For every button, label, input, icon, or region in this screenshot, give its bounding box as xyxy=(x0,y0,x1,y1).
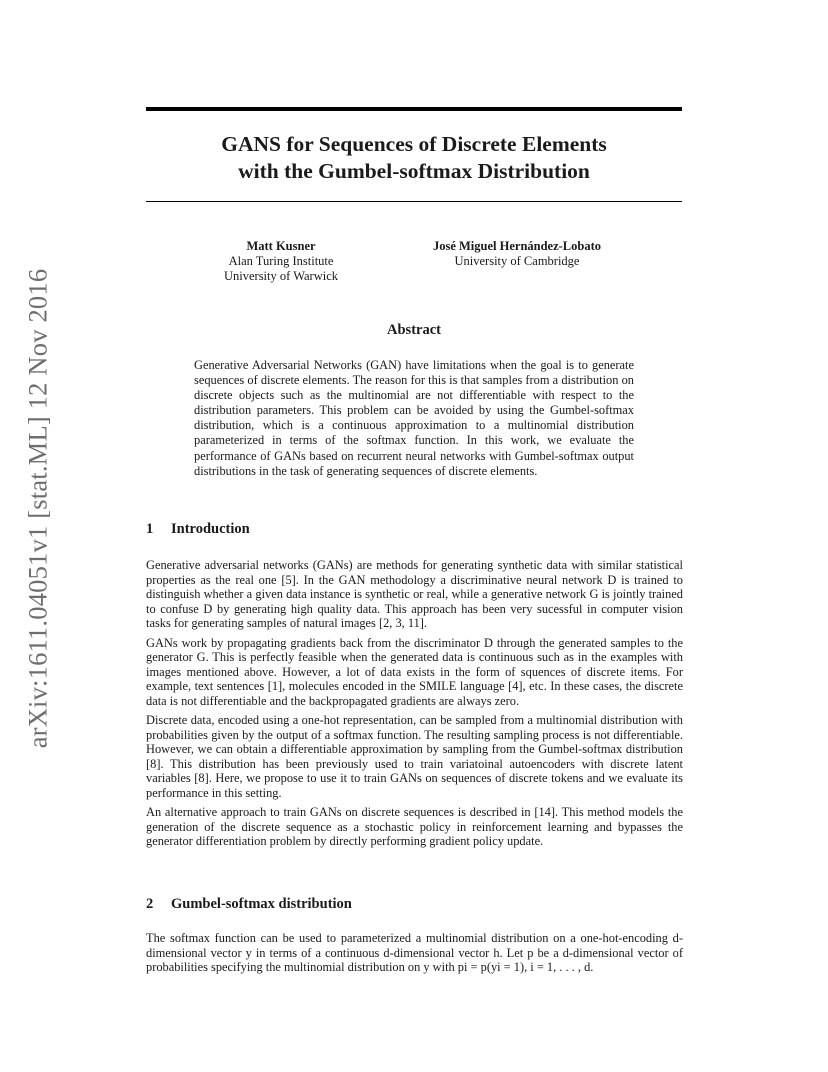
arxiv-identifier: arXiv:1611.04051v1 [stat.ML] 12 Nov 2016 xyxy=(22,268,53,748)
section-heading xyxy=(146,521,683,538)
title-line-1: GANS for Sequences of Discrete Elements xyxy=(221,132,607,156)
section-gumbel-softmax xyxy=(146,896,683,975)
arxiv-sidebar xyxy=(18,268,58,748)
paragraph: The softmax function can be used to parameterized a multinomial distribution on a one-hot-encoding d-dimensional vector y in terms of a continuous d-dimensional vector h. Let p be a d-dimensional vector of probabilities specifying the multinomial distribution on y with pi = p(yi = 1), i = 1, . . . , d. xyxy=(146,931,683,974)
section-number: 1 xyxy=(146,521,154,537)
author-name: José Miguel Hernández-Lobato xyxy=(432,239,602,253)
section-introduction xyxy=(146,521,683,849)
title-top-rule xyxy=(146,107,682,111)
section-number: 2 xyxy=(146,896,154,912)
paragraph: GANs work by propagating gradients back from the discriminator D through the generated samples to the generator G. This is perfectly feasible when the generated data is continuous such as in the examples with images mentioned above. However, a lot of data exists in the form of squences of discrete items. For example, text sentences [1], molecules encoded in the SMILE language [4], etc. In these cases, the discrete data is not differentiable and the backpropagated gradients are always zero. xyxy=(146,635,683,708)
paragraph: Generative adversarial networks (GANs) are methods for generating synthetic data with similar statistical properties as the real one [5]. In the GAN methodology a discriminative neural network D is trained to distinguish whether a given data instance is synthetic or real, while a generative network G is jointly trained to confuse D by generating high quality data. This approach has been very sucessful in computer vision tasks for generating samples of natural images [2, 3, 11]. xyxy=(146,558,683,630)
author-affiliation: University of Cambridge xyxy=(454,254,580,268)
author-affiliation: Alan Turing Institute xyxy=(228,254,334,268)
section-title: Introduction xyxy=(171,521,250,537)
section-title: Gumbel-softmax distribution xyxy=(171,896,352,912)
abstract-heading: Abstract xyxy=(387,322,441,338)
paragraph: Discrete data, encoded using a one-hot representation, can be sampled from a multinomial distribution with probabilities given by the output of a softmax function. The resulting sampling process is not differentiable. However, we can obtain a differentiable approximation by sampling from the Gumbel-softmax distribution [8]. This distribution has been previously used to train variatoinal autoencoders with discrete latent variables [8]. Here, we propose to use it to train GANs on sequences of discrete tokens and we evaluate its performance in this setting. xyxy=(146,713,683,800)
paper-title xyxy=(146,131,682,185)
author-affiliation: University of Warwick xyxy=(223,269,338,283)
abstract-text: Generative Adversarial Networks (GAN) have limitations when the goal is to generate sequences of discrete elements. The reason for this is that samples from a distribution on discrete objects such as the multinomial are not differentiable with respect to the distribution parameters. This problem can be avoided by using the Gumbel-softmax distribution, which is a continuous approximation to a multinomial distribution parameterized in terms of the softmax function. In this work, we evaluate the performance of GANs based on recurrent neural networks with Gumbel-softmax output distributions in the task of generating sequences of discrete elements. xyxy=(194,358,634,478)
paragraph: An alternative approach to train GANs on discrete sequences is described in [14]. This method models the generation of the discrete sequence as a stochastic policy in reinforcement learning and bypasses the generator differentiation problem by directly performing gradient policy update. xyxy=(146,805,683,848)
author-name: Matt Kusner xyxy=(246,239,316,253)
title-bottom-rule xyxy=(146,201,682,202)
author-block xyxy=(196,239,366,284)
author-block xyxy=(412,239,622,269)
section-heading xyxy=(146,896,683,913)
title-line-2: with the Gumbel-softmax Distribution xyxy=(238,159,590,183)
